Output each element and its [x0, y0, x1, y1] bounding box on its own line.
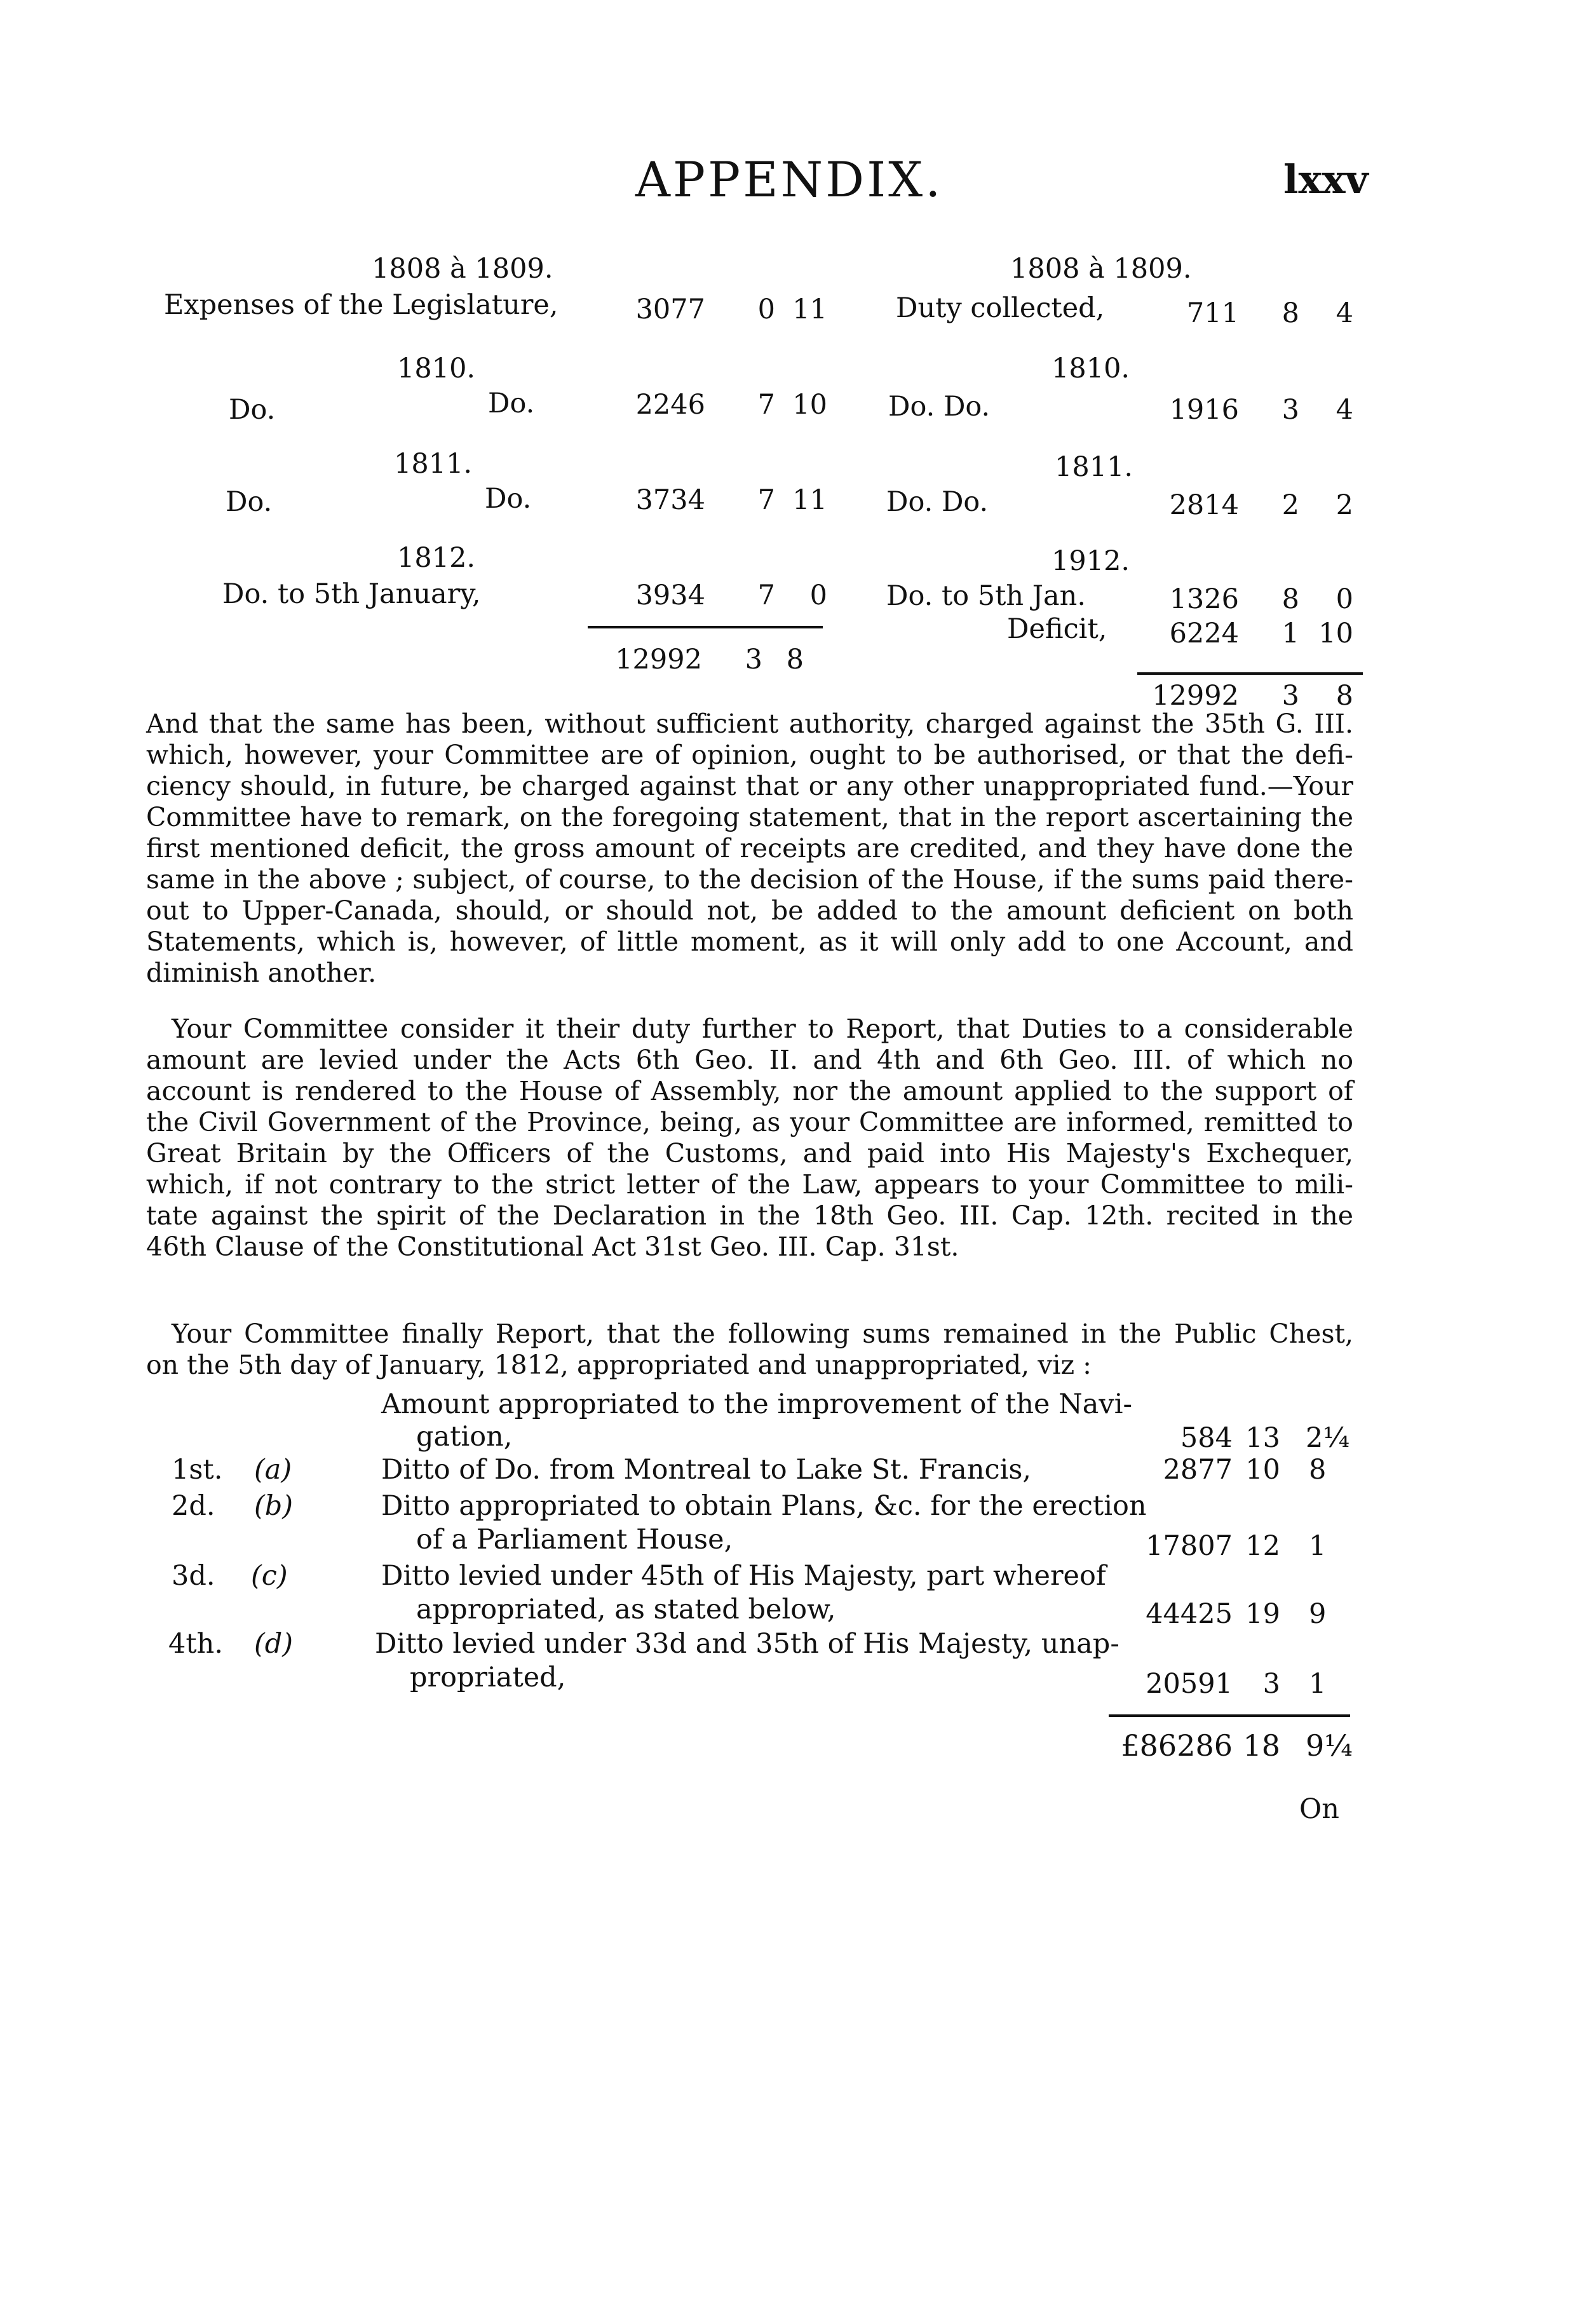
row-label: Do. to 5th Jan. [886, 580, 1086, 612]
item-text: appropriated, as stated below, [416, 1594, 836, 1625]
deficit-pence: 10 [1318, 618, 1353, 649]
item-text: Ditto levied under 33d and 35th of His Majesty, unap- [375, 1628, 1119, 1660]
item-pounds: 17807 [1146, 1530, 1233, 1562]
text-line: diminish another. [146, 958, 377, 988]
amount-pence: 11 [792, 294, 827, 325]
item-text: of a Parliament House, [416, 1524, 733, 1556]
total-rule [1137, 672, 1363, 675]
item-number: 3d. [172, 1560, 215, 1592]
item-pence: 9 [1309, 1598, 1327, 1630]
year-label: 1811. [1055, 451, 1133, 483]
year-label: 1810. [397, 353, 476, 384]
amount-pounds: 1326 [1169, 583, 1239, 615]
sums-total-pounds: £86286 [1121, 1728, 1233, 1763]
total-pence: 8 [1336, 680, 1353, 712]
page-header-title: APPENDIX. [635, 151, 943, 208]
amount-pounds: 2814 [1169, 489, 1239, 521]
text-line: which, if not contrary to the strict letter of the Law, appears to your Committee to mili- [146, 1169, 1353, 1200]
amount-shillings: 7 [757, 484, 775, 516]
text-line: the Civil Government of the Province, being, as your Committee are informed, remitted to [146, 1107, 1353, 1137]
total-shillings: 3 [1282, 680, 1299, 712]
total-rule [588, 626, 823, 628]
item-pence: 1 [1309, 1530, 1327, 1562]
item-shillings: 10 [1245, 1454, 1280, 1486]
amount-pence: 0 [809, 580, 827, 611]
item-number: 1st. [172, 1454, 223, 1486]
text-line: Your Committee consider it their duty further to Report, that Duties to a considerable [172, 1014, 1353, 1044]
row-label: Duty collected, [896, 292, 1105, 324]
year-label: 1912. [1052, 545, 1130, 577]
text-line: first mentioned deficit, the gross amount of receipts are credited, and they have done the [146, 833, 1353, 864]
amount-pence: 2 [1336, 489, 1353, 521]
amount-shillings: 3 [1282, 394, 1299, 426]
amount-pence: 11 [792, 484, 827, 516]
amount-shillings: 2 [1282, 489, 1299, 521]
item-text: Ditto of Do. from Montreal to Lake St. Francis, [381, 1454, 1032, 1486]
item-shillings: 19 [1245, 1598, 1280, 1630]
amount-pounds: 3934 [635, 580, 705, 611]
row-label: Do. [229, 394, 276, 426]
text-line: Statements, which is, however, of little moment, as it will only add to one Account, and [146, 926, 1353, 957]
text-line: out to Upper-Canada, should, or should not, be added to the amount deficient on both [146, 895, 1353, 926]
year-label: 1808 à 1809. [372, 253, 553, 285]
text-line: on the 5th day of January, 1812, appropriated and unappropriated, viz : [146, 1350, 1092, 1380]
row-label-ditto: Do. [488, 388, 535, 419]
amount-pence: 4 [1336, 394, 1353, 426]
year-label: 1808 à 1809. [1010, 253, 1192, 285]
page-number: lxxv [1283, 156, 1369, 203]
catchword: On [1299, 1793, 1339, 1825]
item-letter: (b) [254, 1490, 294, 1522]
item-pounds: 2877 [1163, 1454, 1233, 1486]
item-pence: 8 [1309, 1454, 1327, 1486]
item-shillings: 3 [1262, 1668, 1280, 1700]
item-pounds: 44425 [1146, 1598, 1233, 1630]
item-pence: 1 [1309, 1668, 1327, 1700]
sums-total-shillings: 18 [1243, 1728, 1280, 1763]
row-label: Do. Do. [886, 486, 989, 518]
year-label: 1810. [1052, 353, 1130, 384]
text-line: same in the above ; subject, of course, to the decision of the House, if the sums paid there- [146, 864, 1353, 895]
item-text: gation, [416, 1421, 513, 1453]
total-pounds: 12992 [615, 644, 702, 675]
text-line: tate against the spirit of the Declaration in the 18th Geo. III. Cap. 12th. recited in the [146, 1200, 1353, 1231]
item-number: 2d. [172, 1490, 215, 1522]
total-pounds: 12992 [1152, 680, 1239, 712]
year-label: 1812. [397, 542, 476, 574]
text-line: ciency should, in future, be charged against that or any other unappropriated fund.—Your [146, 771, 1353, 801]
body-paragraph [146, 1014, 1353, 1263]
amount-pounds: 2246 [635, 389, 705, 421]
row-label: Do. Do. [888, 391, 991, 423]
row-label: Expenses of the Legislature, [164, 289, 558, 321]
row-label: Do. to 5th January, [222, 578, 481, 610]
deficit-pounds: 6224 [1169, 618, 1239, 649]
amount-shillings: 0 [757, 294, 775, 325]
amount-shillings: 8 [1282, 297, 1299, 329]
sums-total-pence: 9¼ [1306, 1728, 1353, 1763]
text-line: which, however, your Committee are of opinion, ought to be authorised, or that the defi- [146, 740, 1353, 770]
text-line: Great Britain by the Officers of the Customs, and paid into His Majesty's Exchequer, [146, 1138, 1353, 1169]
amount-shillings: 7 [757, 389, 775, 421]
text-line: account is rendered to the House of Assembly, nor the amount applied to the support of [146, 1076, 1353, 1106]
amount-shillings: 8 [1282, 583, 1299, 615]
item-letter: (d) [254, 1628, 294, 1660]
item-shillings: 12 [1245, 1530, 1280, 1562]
deficit-shillings: 1 [1282, 618, 1299, 649]
sums-total-rule [1109, 1714, 1350, 1717]
item-pounds: 20591 [1146, 1668, 1233, 1700]
amount-pence: 0 [1336, 583, 1353, 615]
year-label: 1811. [394, 448, 473, 480]
text-line: Committee have to remark, on the foregoing statement, that in the report ascertaining the [146, 802, 1353, 832]
amount-pence: 10 [792, 389, 827, 421]
amount-pounds: 3734 [635, 484, 705, 516]
body-paragraph [146, 1319, 1353, 1381]
text-line: 46th Clause of the Constitutional Act 31st Geo. III. Cap. 31st. [146, 1231, 959, 1262]
deficit-label: Deficit, [1007, 613, 1107, 645]
body-paragraph [146, 709, 1353, 989]
item-letter: (a) [254, 1454, 292, 1486]
item-text: propriated, [410, 1662, 566, 1693]
amount-pounds: 1916 [1169, 394, 1239, 426]
row-label: Do. [226, 486, 273, 518]
amount-pounds: 3077 [635, 294, 705, 325]
row-label-ditto: Do. [485, 483, 532, 515]
text-line: Your Committee finally Report, that the following sums remained in the Public Chest, [172, 1319, 1353, 1349]
amount-pence: 4 [1336, 297, 1353, 329]
text-line: amount are levied under the Acts 6th Geo. II. and 4th and 6th Geo. III. of which no [146, 1045, 1353, 1075]
item-text: Ditto levied under 45th of His Majesty, part whereof [381, 1560, 1106, 1592]
item-pounds: 584 [1180, 1422, 1233, 1454]
item-number: 4th. [168, 1628, 223, 1660]
item-pence: 2¼ [1306, 1422, 1350, 1454]
item-text: Amount appropriated to the improvement of the Navi- [381, 1388, 1132, 1420]
total-shillings: 3 [745, 644, 762, 675]
text-line: And that the same has been, without sufficient authority, charged against the 35th G. III. [146, 709, 1353, 739]
item-shillings: 13 [1245, 1422, 1280, 1454]
total-pence: 8 [786, 644, 804, 675]
item-text: Ditto appropriated to obtain Plans, &c. for the erection [381, 1490, 1147, 1522]
item-letter: (c) [251, 1560, 288, 1592]
amount-shillings: 7 [757, 580, 775, 611]
amount-pounds: 711 [1186, 297, 1239, 329]
